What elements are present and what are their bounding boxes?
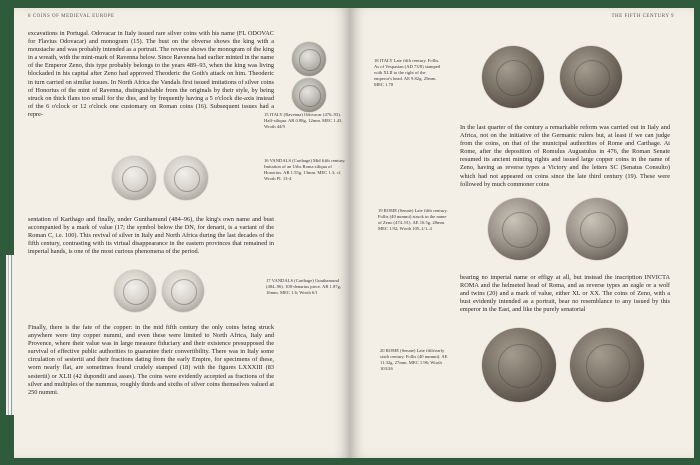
caption-19: 19 ROME (Senate) Late fifth century. Follis (40 nummi) struck in the name of Zeno (474–91). AE 16.5g, 28mm. MEC 1.92; Wroth 105–1/1–4 <box>378 208 448 231</box>
coin-19-obverse <box>488 198 550 260</box>
coin-20-obverse <box>482 328 556 402</box>
caption-17: 17 VANDALS (Carthage) Gunthamund (484–96). 100-denarius piece. AR 1.87g, 16mm. MEC 1.6; Wroth 6/1 <box>266 278 342 295</box>
caption-20: 20 ROME (Senate) Late fifth/early sixth century. Follis (40 nummi). AE 11.32g, 27mm. MEC 1.96; Wroth 103/26 <box>380 348 448 371</box>
left-page-header: 8 COINS OF MEDIEVAL EUROPE <box>28 14 115 19</box>
left-paragraph-3: Finally, there is the fate of the copper: in the mid fifth century the only coins being struck anywhere were tiny copper nummi, and even these were limited to North Africa, Italy and Provence, where their value was in large measure fiduciary and their existence presupposed the survival of effective public authorities to guarantee their convertibility. There was in Italy some circulation of sestertii and their fractions dating from the early Empire, for specimens of these, worn nearly flat, are sometimes found crudely stamped (18) with the figures LXXXIII (83 sestertii) or XLII (42 dupondii and asses). The coins were evidently accepted as fractions of the silver and multiples of the nummus, roughly thirds and sixths of silver coins themselves valued at 250 nummi. <box>28 324 274 396</box>
coin-16-obverse <box>112 156 156 200</box>
right-page <box>350 8 694 458</box>
coin-20-reverse <box>570 328 644 402</box>
right-page-header: THE FIFTH CENTURY 9 <box>611 14 674 19</box>
coin-17-obverse <box>114 270 156 312</box>
coin-15-obverse <box>292 42 326 76</box>
coin-16-reverse <box>164 156 208 200</box>
coin-18-obverse <box>482 46 544 108</box>
coin-19-reverse <box>566 198 628 260</box>
coin-18-reverse <box>560 46 622 108</box>
book-spread <box>6 0 700 465</box>
right-paragraph-2: bearing no imperial name or effigy at all, but instead the inscription INVICTA ROMA and the helmeted head of Roma, and as reverse types an eagle or a wolf and twins (20) and a mark of value, either XL or XX. The coins of Zeno, with a bust evidently intended as a portrait, bear no resemblance to any issued by this emperor in the East, and like the purely senatorial <box>460 274 670 314</box>
left-page <box>14 8 350 458</box>
coin-17-reverse <box>162 270 204 312</box>
caption-15: 15 ITALY (Ravenna) Odovacar (476–93). Half-siliqua. AR 0.88g, 12mm. MEC 1.43. Wroth 44/9 <box>264 112 343 129</box>
coin-15-reverse <box>292 78 326 112</box>
left-paragraph-2: sentation of Karthago and finally, under Gunthamund (484–96), the king's own name and bust accompanied by a mark of value (17; the symbol below the DN, for denarii, is a variant of the Roman C, i.e. 100). This revival of silver in Italy and North Africa during the last decades of the fifth century, contrasting with its virtual disappearance in the eastern provinces that remained in imperial hands, is one of the most curious phenomena of the period. <box>28 216 274 256</box>
left-paragraph-1: excavations in Portugal. Odovacar in Italy issued rare silver coins with his name (FL ODOVAC for Flavius Odovacar) and monogram (15). The bust on the obverse shows the king with a moustache and was probably intended as a portrait. The reverse shows the monogram of the king in a wreath, with the mint-mark of Ravenna below. Since Ravenna had earlier minted in the name of the Emperor Zeno, this type probably belongs to the years 489–93, when the king was living blockaded in his capital after Zeno had approved Theoderic the Goth's attack on him. Theoderic in turn carried on similar issues. In North Africa the Vandals first issued imitations of silver coins of Honorius of the mint of Ravenna, distinguishable from the originals by their style, by being struck on thick flans too small for the dies, and by frequently having a 5 o'clock die-axis instead of the 6 o'clock or 12 o'clock one customary on Roman coins (16). Subsequent issues had a repre- <box>28 30 274 118</box>
caption-16: 16 VANDALS (Carthage) Mid fifth century. Imitation of an Urbs Roma siliqua of Honorius. AR 1.55g, 13mm. MEC 1.3; cf. Wroth Pl. 13-4 <box>264 158 346 181</box>
caption-18: 18 ITALY Late fifth century. Follis. As of Vespasian (AD 73/8) stamped with XLII to the right of the emperor's head. AE 9.82g, 25mm. MEC 1.78 <box>374 58 441 87</box>
right-paragraph-1: In the last quarter of the century a remarkable reform was carried out in Italy and Africa, not on the initiative of the Germanic rulers but, at least if we can judge from the coins, on that of the municipal authorities of Rome and Carthage. At Rome, after the deposition of Romulus Augustulus in 476, the Roman Senate resumed its ancient minting rights and issued large copper coins in the name of Zeno, having as reverse types a Victory and the letters SC (Senatus Consulto) which had not appeared on coins since the late third century (19). These were followed by much commoner coins <box>460 124 670 188</box>
